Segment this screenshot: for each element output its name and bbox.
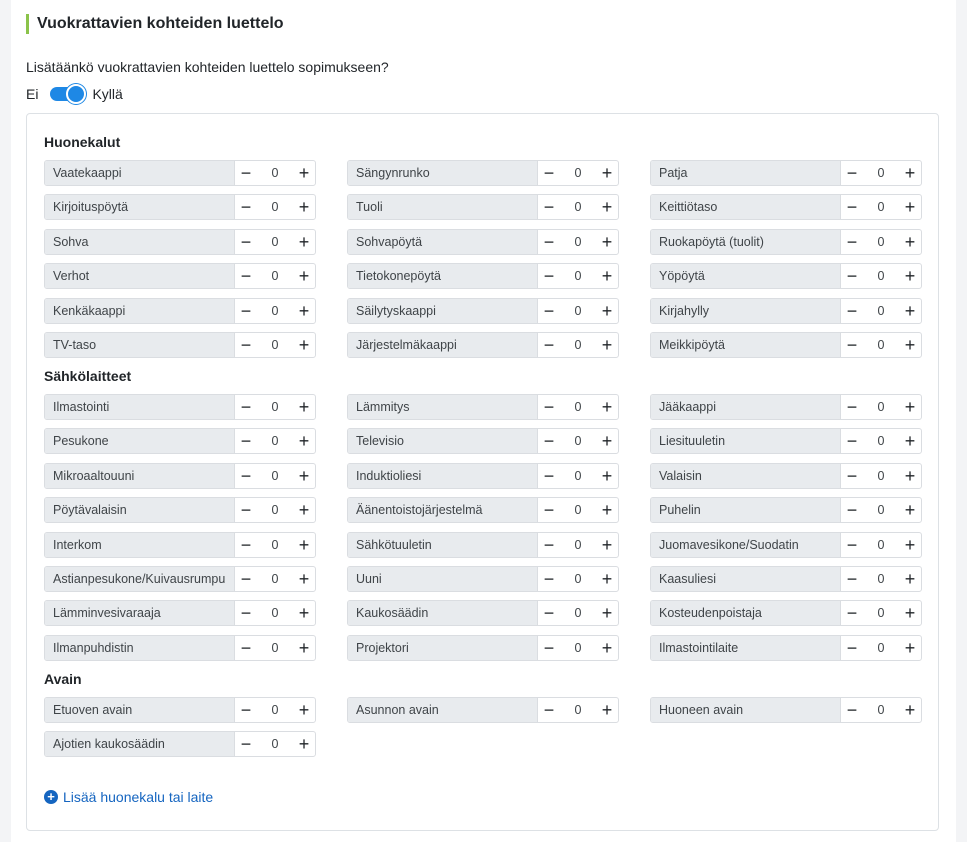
quantity-value[interactable]: 0 <box>574 572 582 586</box>
increment-button[interactable]: + <box>298 500 310 520</box>
decrement-button[interactable]: − <box>240 335 252 355</box>
item-label: Interkom <box>45 533 235 557</box>
quantity-value[interactable]: 0 <box>877 703 885 717</box>
quantity-value[interactable]: 0 <box>574 304 582 318</box>
quantity-value[interactable]: 0 <box>877 572 885 586</box>
increment-button[interactable]: + <box>298 335 310 355</box>
item-label: Ilmanpuhdistin <box>45 636 235 660</box>
category-title: Avain <box>44 671 82 687</box>
item-label: TV-taso <box>45 333 235 357</box>
quantity-stepper-item <box>44 263 316 289</box>
increment-button[interactable]: + <box>904 266 916 286</box>
quantity-stepper-item <box>650 428 922 454</box>
decrement-button[interactable]: − <box>543 197 555 217</box>
quantity-value[interactable]: 0 <box>877 469 885 483</box>
item-label: Ruokapöytä (tuolit) <box>651 230 841 254</box>
decrement-button[interactable]: − <box>543 700 555 720</box>
quantity-value[interactable]: 0 <box>271 606 279 620</box>
quantity-value[interactable]: 0 <box>877 641 885 655</box>
item-label: Patja <box>651 161 841 185</box>
item-label: Lämmitys <box>348 395 538 419</box>
toggle-on-label: Kyllä <box>92 86 123 102</box>
decrement-button[interactable]: − <box>240 197 252 217</box>
quantity-stepper-item <box>44 497 316 523</box>
decrement-button[interactable]: − <box>543 431 555 451</box>
item-label: Ilmastointilaite <box>651 636 841 660</box>
increment-button[interactable]: + <box>298 266 310 286</box>
item-label: Kaasuliesi <box>651 567 841 591</box>
item-label: Sängynrunko <box>348 161 538 185</box>
decrement-button[interactable]: − <box>240 397 252 417</box>
add-item-link[interactable] <box>44 789 213 805</box>
increment-button[interactable]: + <box>298 397 310 417</box>
increment-button[interactable]: + <box>904 301 916 321</box>
quantity-stepper-item <box>650 600 922 626</box>
quantity-value[interactable]: 0 <box>574 200 582 214</box>
item-label: Uuni <box>348 567 538 591</box>
decrement-button[interactable]: − <box>846 466 858 486</box>
quantity-value[interactable]: 0 <box>877 606 885 620</box>
decrement-button[interactable]: − <box>846 301 858 321</box>
decrement-button[interactable]: − <box>846 638 858 658</box>
item-label: Tuoli <box>348 195 538 219</box>
quantity-value[interactable]: 0 <box>574 235 582 249</box>
increment-button[interactable]: + <box>601 535 613 555</box>
quantity-value[interactable]: 0 <box>271 434 279 448</box>
quantity-stepper-item <box>347 566 619 592</box>
decrement-button[interactable]: − <box>846 397 858 417</box>
decrement-button[interactable]: − <box>543 466 555 486</box>
quantity-value[interactable]: 0 <box>271 572 279 586</box>
quantity-stepper-item <box>650 497 922 523</box>
quantity-stepper-item <box>44 532 316 558</box>
item-label: Jääkaappi <box>651 395 841 419</box>
item-label: Kirjoituspöytä <box>45 195 235 219</box>
decrement-button[interactable]: − <box>240 500 252 520</box>
quantity-stepper-item <box>44 600 316 626</box>
increment-button[interactable]: + <box>601 335 613 355</box>
decrement-button[interactable]: − <box>240 266 252 286</box>
quantity-value[interactable]: 0 <box>574 338 582 352</box>
quantity-stepper-item <box>347 298 619 324</box>
decrement-button[interactable]: − <box>543 603 555 623</box>
quantity-value[interactable]: 0 <box>877 338 885 352</box>
quantity-stepper-item <box>650 160 922 186</box>
quantity-stepper-item <box>650 566 922 592</box>
item-label: Yöpöytä <box>651 264 841 288</box>
toggle-knob <box>66 84 86 104</box>
quantity-stepper-item <box>347 497 619 523</box>
quantity-value[interactable]: 0 <box>877 538 885 552</box>
item-label: Ajotien kaukosäädin <box>45 732 235 756</box>
increment-button[interactable]: + <box>298 700 310 720</box>
increment-button[interactable]: + <box>298 638 310 658</box>
quantity-value[interactable]: 0 <box>271 200 279 214</box>
decrement-button[interactable]: − <box>240 301 252 321</box>
quantity-value[interactable]: 0 <box>574 434 582 448</box>
decrement-button[interactable]: − <box>543 266 555 286</box>
plus-circle-icon: + <box>44 790 58 804</box>
decrement-button[interactable]: − <box>543 535 555 555</box>
increment-button[interactable]: + <box>904 197 916 217</box>
quantity-value[interactable]: 0 <box>877 269 885 283</box>
increment-button[interactable]: + <box>601 397 613 417</box>
add-item-label: Lisää huonekalu tai laite <box>63 789 214 805</box>
item-label: Keittiötaso <box>651 195 841 219</box>
quantity-value[interactable]: 0 <box>877 503 885 517</box>
page <box>11 0 956 842</box>
items-card <box>26 113 939 831</box>
decrement-button[interactable]: − <box>240 638 252 658</box>
increment-button[interactable]: + <box>904 700 916 720</box>
item-label: Kirjahylly <box>651 299 841 323</box>
quantity-value[interactable]: 0 <box>271 235 279 249</box>
decrement-button[interactable]: − <box>240 700 252 720</box>
increment-button[interactable]: + <box>904 638 916 658</box>
quantity-value[interactable]: 0 <box>271 166 279 180</box>
item-label: Ilmastointi <box>45 395 235 419</box>
item-label: Kosteudenpoistaja <box>651 601 841 625</box>
quantity-value[interactable]: 0 <box>271 469 279 483</box>
item-label: Sohvapöytä <box>348 230 538 254</box>
quantity-stepper-item <box>650 298 922 324</box>
quantity-value[interactable]: 0 <box>271 400 279 414</box>
increment-button[interactable]: + <box>601 232 613 252</box>
increment-button[interactable]: + <box>904 397 916 417</box>
quantity-stepper-item <box>44 194 316 220</box>
quantity-value[interactable]: 0 <box>574 166 582 180</box>
decrement-button[interactable]: − <box>240 431 252 451</box>
increment-button[interactable]: + <box>298 431 310 451</box>
increment-button[interactable]: + <box>298 603 310 623</box>
item-label: Kenkäkaappi <box>45 299 235 323</box>
item-label: Kaukosäädin <box>348 601 538 625</box>
increment-button[interactable]: + <box>298 466 310 486</box>
quantity-value[interactable]: 0 <box>877 200 885 214</box>
decrement-button[interactable]: − <box>846 232 858 252</box>
item-label: Vaatekaappi <box>45 161 235 185</box>
item-label: Pesukone <box>45 429 235 453</box>
quantity-value[interactable]: 0 <box>271 304 279 318</box>
include-list-question: Lisätäänkö vuokrattavien kohteiden luettelo sopimukseen? <box>26 59 389 75</box>
quantity-stepper-item <box>44 160 316 186</box>
decrement-button[interactable]: − <box>846 335 858 355</box>
item-label: Valaisin <box>651 464 841 488</box>
item-label: Liesituuletin <box>651 429 841 453</box>
quantity-stepper-item <box>650 332 922 358</box>
item-label: Televisio <box>348 429 538 453</box>
decrement-button[interactable]: − <box>240 603 252 623</box>
increment-button[interactable]: + <box>601 466 613 486</box>
quantity-value[interactable]: 0 <box>574 400 582 414</box>
quantity-value[interactable]: 0 <box>574 606 582 620</box>
quantity-stepper-item <box>347 697 619 723</box>
decrement-button[interactable]: − <box>846 266 858 286</box>
quantity-stepper-item <box>44 697 316 723</box>
quantity-stepper-item <box>650 394 922 420</box>
category-title: Sähkölaitteet <box>44 368 132 384</box>
quantity-value[interactable]: 0 <box>271 503 279 517</box>
item-label: Huoneen avain <box>651 698 841 722</box>
quantity-stepper-item <box>650 194 922 220</box>
increment-button[interactable]: + <box>904 431 916 451</box>
increment-button[interactable]: + <box>904 232 916 252</box>
decrement-button[interactable]: − <box>543 397 555 417</box>
quantity-value[interactable]: 0 <box>877 434 885 448</box>
increment-button[interactable]: + <box>298 301 310 321</box>
quantity-stepper-item <box>650 463 922 489</box>
quantity-stepper-item <box>347 600 619 626</box>
increment-button[interactable]: + <box>601 500 613 520</box>
quantity-stepper-item <box>44 635 316 661</box>
item-label: Sähkötuuletin <box>348 533 538 557</box>
decrement-button[interactable]: − <box>846 603 858 623</box>
quantity-stepper-item <box>44 428 316 454</box>
decrement-button[interactable]: − <box>543 232 555 252</box>
item-label: Mikroaaltouuni <box>45 464 235 488</box>
quantity-stepper-item <box>650 229 922 255</box>
category-title: Huonekalut <box>44 134 121 150</box>
quantity-stepper-item <box>44 566 316 592</box>
increment-button[interactable]: + <box>601 197 613 217</box>
item-label: Induktioliesi <box>348 464 538 488</box>
quantity-value[interactable]: 0 <box>271 703 279 717</box>
include-list-toggle[interactable] <box>50 87 84 101</box>
increment-button[interactable]: + <box>904 535 916 555</box>
quantity-value[interactable]: 0 <box>271 641 279 655</box>
quantity-stepper-item <box>44 394 316 420</box>
decrement-button[interactable]: − <box>846 431 858 451</box>
increment-button[interactable]: + <box>601 163 613 183</box>
quantity-stepper-item <box>347 229 619 255</box>
increment-button[interactable]: + <box>298 535 310 555</box>
quantity-stepper-item <box>347 428 619 454</box>
quantity-stepper-item <box>650 532 922 558</box>
quantity-value[interactable]: 0 <box>877 235 885 249</box>
item-label: Verhot <box>45 264 235 288</box>
quantity-value[interactable]: 0 <box>574 538 582 552</box>
item-label: Sohva <box>45 230 235 254</box>
decrement-button[interactable]: − <box>846 700 858 720</box>
item-label: Lämminvesivaraaja <box>45 601 235 625</box>
quantity-stepper-item <box>347 635 619 661</box>
increment-button[interactable]: + <box>601 301 613 321</box>
quantity-value[interactable]: 0 <box>271 338 279 352</box>
decrement-button[interactable]: − <box>240 535 252 555</box>
increment-button[interactable]: + <box>904 500 916 520</box>
increment-button[interactable]: + <box>904 603 916 623</box>
increment-button[interactable]: + <box>298 232 310 252</box>
decrement-button[interactable]: − <box>543 335 555 355</box>
quantity-value[interactable]: 0 <box>271 737 279 751</box>
decrement-button[interactable]: − <box>846 163 858 183</box>
quantity-stepper-item <box>650 263 922 289</box>
quantity-value[interactable]: 0 <box>574 641 582 655</box>
decrement-button[interactable]: − <box>543 569 555 589</box>
increment-button[interactable]: + <box>601 638 613 658</box>
quantity-stepper-item <box>650 635 922 661</box>
decrement-button[interactable]: − <box>240 163 252 183</box>
quantity-value[interactable]: 0 <box>574 703 582 717</box>
decrement-button[interactable]: − <box>543 500 555 520</box>
increment-button[interactable]: + <box>601 569 613 589</box>
increment-button[interactable]: + <box>904 466 916 486</box>
quantity-value[interactable]: 0 <box>574 469 582 483</box>
decrement-button[interactable]: − <box>846 569 858 589</box>
item-label: Säilytyskaappi <box>348 299 538 323</box>
quantity-stepper-item <box>44 731 316 757</box>
item-label: Asunnon avain <box>348 698 538 722</box>
decrement-button[interactable]: − <box>846 500 858 520</box>
quantity-value[interactable]: 0 <box>877 166 885 180</box>
item-label: Äänentoistojärjestelmä <box>348 498 538 522</box>
quantity-stepper-item <box>347 332 619 358</box>
item-label: Projektori <box>348 636 538 660</box>
decrement-button[interactable]: − <box>240 232 252 252</box>
decrement-button[interactable]: − <box>846 535 858 555</box>
quantity-stepper-item <box>347 160 619 186</box>
item-label: Juomavesikone/Suodatin <box>651 533 841 557</box>
increment-button[interactable]: + <box>298 197 310 217</box>
quantity-stepper-item <box>44 229 316 255</box>
item-label: Pöytävalaisin <box>45 498 235 522</box>
increment-button[interactable]: + <box>601 603 613 623</box>
increment-button[interactable]: + <box>601 266 613 286</box>
quantity-stepper-item <box>347 532 619 558</box>
quantity-value[interactable]: 0 <box>574 503 582 517</box>
quantity-stepper-item <box>347 194 619 220</box>
item-label: Etuoven avain <box>45 698 235 722</box>
quantity-value[interactable]: 0 <box>574 269 582 283</box>
increment-button[interactable]: + <box>298 734 310 754</box>
decrement-button[interactable]: − <box>543 638 555 658</box>
decrement-button[interactable]: − <box>846 197 858 217</box>
quantity-stepper-item <box>44 332 316 358</box>
quantity-stepper-item <box>650 697 922 723</box>
quantity-value[interactable]: 0 <box>877 304 885 318</box>
increment-button[interactable]: + <box>904 569 916 589</box>
decrement-button[interactable]: − <box>543 301 555 321</box>
item-label: Puhelin <box>651 498 841 522</box>
increment-button[interactable]: + <box>298 569 310 589</box>
item-label: Meikkipöytä <box>651 333 841 357</box>
quantity-stepper-item <box>44 298 316 324</box>
quantity-value[interactable]: 0 <box>877 400 885 414</box>
quantity-stepper-item <box>347 263 619 289</box>
quantity-stepper-item <box>44 463 316 489</box>
increment-button[interactable]: + <box>904 163 916 183</box>
decrement-button[interactable]: − <box>240 466 252 486</box>
decrement-button[interactable]: − <box>240 569 252 589</box>
include-list-toggle-row <box>26 84 123 104</box>
quantity-value[interactable]: 0 <box>271 269 279 283</box>
increment-button[interactable]: + <box>601 700 613 720</box>
item-label: Astianpesukone/Kuivausrumpu <box>45 567 235 591</box>
quantity-stepper-item <box>347 394 619 420</box>
decrement-button[interactable]: − <box>240 734 252 754</box>
section-title: Vuokrattavien kohteiden luettelo <box>26 14 284 34</box>
quantity-stepper-item <box>347 463 619 489</box>
item-label: Tietokonepöytä <box>348 264 538 288</box>
increment-button[interactable]: + <box>904 335 916 355</box>
increment-button[interactable]: + <box>298 163 310 183</box>
quantity-value[interactable]: 0 <box>271 538 279 552</box>
toggle-off-label: Ei <box>26 86 39 102</box>
increment-button[interactable]: + <box>601 431 613 451</box>
decrement-button[interactable]: − <box>543 163 555 183</box>
item-label: Järjestelmäkaappi <box>348 333 538 357</box>
